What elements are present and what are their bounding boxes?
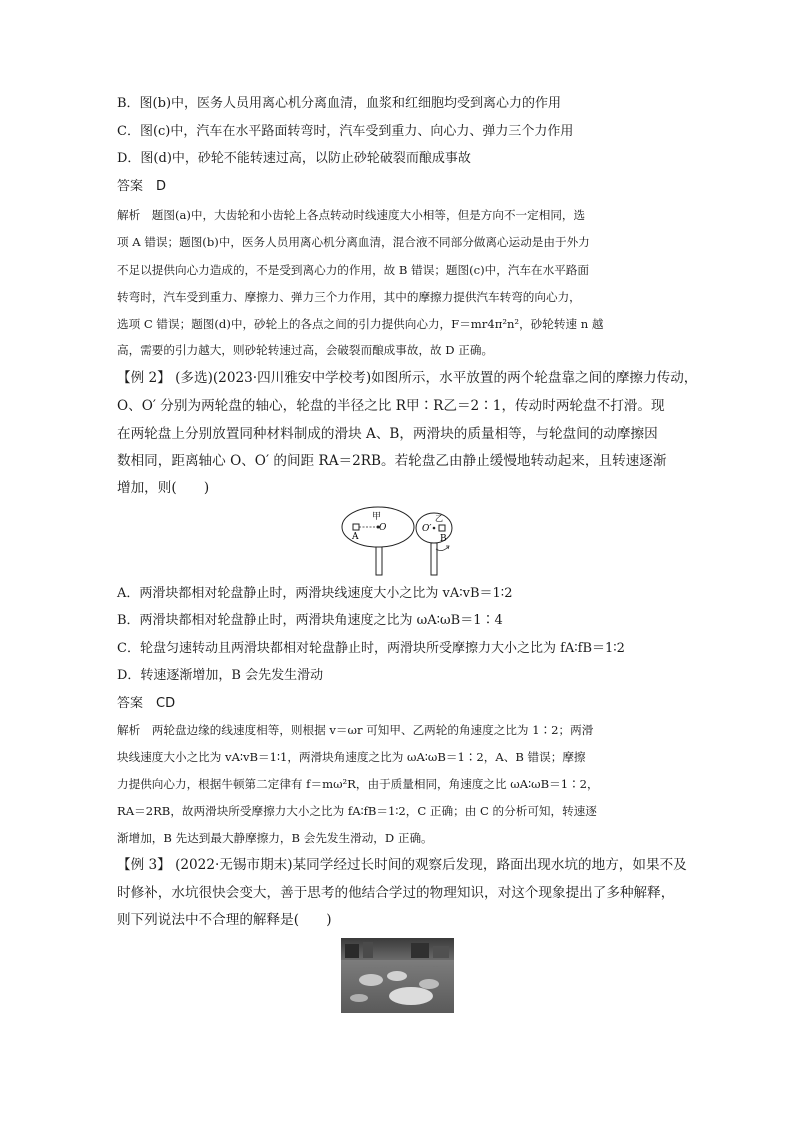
ex2-option-d: D．转速逐渐增加，B 会先发生滑动 [117,668,324,683]
ex3-stem-line: 时修补，水坑很快会变大，善于思考的他结合学过的物理知识，对这个现象提出了多种解释， [117,885,675,901]
ex2-answer: 答案 CD [117,696,176,711]
label-a: A [352,532,359,542]
axis-o-prime [433,527,436,530]
q1-option-b: B．图(b)中，医务人员用离心机分离血清，血浆和红细胞均受到离心力的作用 [117,96,562,111]
rotation-arrow-icon [436,547,448,551]
label-b: B [440,534,447,544]
q1-answer: 答案 D [117,179,167,194]
label-jia: 甲 [372,512,382,522]
ex3-stem-line: 【例 3】 (2022·无锡市期末)某同学经过长时间的观察后发现，路面出现水坑的地方，如果不及 [117,857,687,873]
ex2-stem-line: 数相同，距离轴心 O、O′ 的间距 RA＝2RB。若轮盘乙由静止缓慢地转动起来，且转速逐渐 [117,453,667,469]
label-o: O [379,523,387,533]
axle-yi [431,543,437,575]
axle-jia [376,547,382,575]
q1-analysis-line: 不足以提供向心力造成的，不是受到离心力的作用，故 B 错误；题图(c)中，汽车在水平路面 [117,263,589,277]
label-yi: 乙 [435,514,443,523]
slider-a [353,524,359,530]
ex2-analysis-line: 块线速度大小之比为 vA∶vB＝1∶1，两滑块角速度之比为 ωA∶ωB＝1∶2，A、B 错误；摩擦 [117,750,586,764]
ex2-option-b: B．两滑块都相对轮盘静止时，两滑块角速度之比为 ωA∶ωB＝1∶4 [117,613,503,628]
q1-option-c: C．图(c)中，汽车在水平路面转弯时，汽车受到重力、向心力、弹力三个力作用 [117,124,574,139]
ex2-stem-line: 【例 2】 (多选)(2023·四川雅安中学校考)如图所示，水平放置的两个轮盘靠之间的摩擦力传动， [117,370,698,386]
ex2-analysis-line: 解析 两轮盘边缘的线速度相等，则根据 v＝ωr 可知甲、乙两轮的角速度之比为 1∶2；两滑 [117,723,594,737]
q1-analysis-line: 解析 题图(a)中，大齿轮和小齿轮上各点转动时线速度大小相等，但是方向不一定相同，选 [117,208,586,222]
label-o-prime: O′ [422,524,432,534]
q1-analysis-line: 转弯时，汽车受到重力、摩擦力、弹力三个力作用，其中的摩擦力提供汽车转弯的向心力， [117,290,581,304]
q1-option-d: D．图(d)中，砂轮不能转速过高，以防止砂轮破裂而酿成事故 [117,151,471,166]
ex2-option-a: A．两滑块都相对轮盘静止时，两滑块线速度大小之比为 vA∶vB＝1∶2 [117,586,513,601]
pothole-photo [341,938,454,1013]
q1-analysis-line: 高，需要的引力越大，则砂轮转速过高，会破裂而酿成事故，故 D 正确。 [117,343,494,357]
ex2-analysis-line: RA＝2RB，故两滑块所受摩擦力大小之比为 fA∶fB＝1∶2，C 正确；由 C 的分析可知，转速逐 [117,804,597,818]
ex2-analysis-line: 力提供向心力，根据牛顿第二定律有 f＝mω²R，由于质量相同，角速度之比 ωA∶ωB＝1∶2， [117,777,599,791]
ex3-stem-line: 则下列说法中不合理的解释是( ) [117,912,332,928]
q1-analysis-line: 项 A 错误；题图(b)中，医务人员用离心机分离血清，混合液不同部分做离心运动是由于外力 [117,235,590,249]
ex2-analysis-line: 渐增加，B 先达到最大静摩擦力，B 会先发生滑动，D 正确。 [117,831,433,845]
ex2-stem-line: 增加，则( ) [117,480,210,496]
ex2-stem-line: O、O′ 分别为两轮盘的轴心，轮盘的半径之比 R甲∶R乙＝2∶1，传动时两轮盘不打滑。现 [117,398,665,414]
ex2-stem-line: 在两轮盘上分别放置同种材料制成的滑块 A、B，两滑块的质量相等，与轮盘间的动摩擦因 [117,426,658,442]
friction-wheels-diagram [336,503,466,579]
ex2-option-c: C．轮盘匀速转动且两滑块都相对轮盘静止时，两滑块所受摩擦力大小之比为 fA∶fB＝1∶2 [117,641,625,656]
slider-b [439,525,445,531]
q1-analysis-line: 选项 C 错误；题图(d)中，砂轮上的各点之间的引力提供向心力，F＝mr4π²n²，砂轮转速 n 越 [117,317,604,331]
